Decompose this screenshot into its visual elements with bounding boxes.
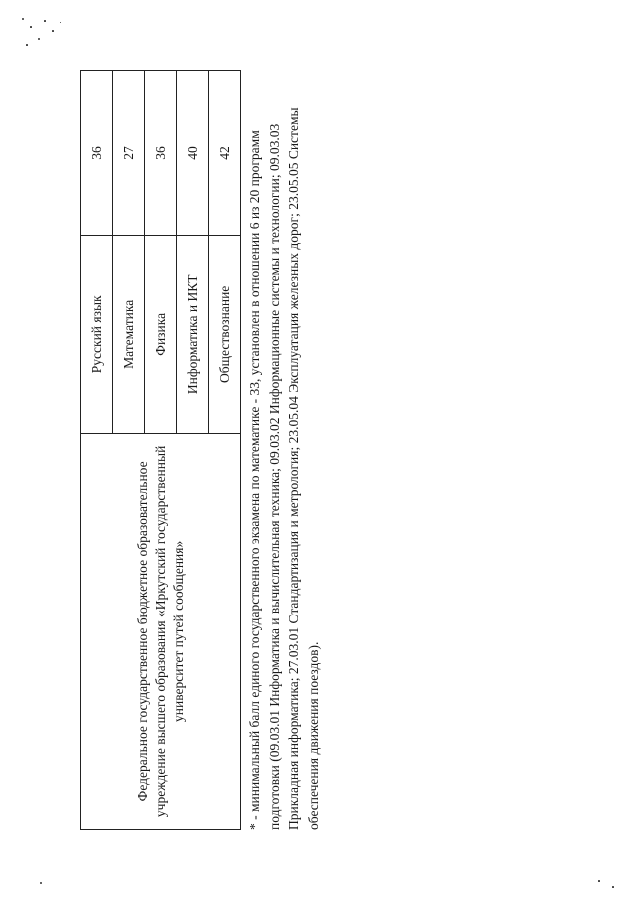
scan-speck: [40, 882, 42, 884]
scan-speck: [598, 880, 600, 882]
scan-speck: [22, 18, 24, 20]
score-cell: 36: [145, 71, 177, 236]
scan-speck: [52, 30, 54, 32]
subject-cell: Математика: [113, 235, 145, 433]
table-row: [81, 71, 113, 830]
subject-cell: Обществознание: [209, 235, 241, 433]
min-scores-table: [80, 70, 241, 830]
score-cell: 42: [209, 71, 241, 236]
score-cell: 27: [113, 71, 145, 236]
scan-speck: [612, 886, 614, 888]
score-cell: 36: [81, 71, 113, 236]
subject-cell: Физика: [145, 235, 177, 433]
score-cell: 40: [177, 71, 209, 236]
scan-speck: [38, 38, 40, 40]
institution-name-cell: Федеральное государственное бюджетное образовательное учреждение высшего образования «Иркутский государственный университет путей сообщения»: [81, 433, 241, 829]
subject-cell: Информатика и ИКТ: [177, 235, 209, 433]
scan-speck: [44, 20, 46, 22]
subject-cell: Русский язык: [81, 235, 113, 433]
footnote-text: * - минимальный балл единого государственного экзамена по математике - 33, установлен в отношении 6 из 20 программ подготовки (09.03.01 Информатика и вычислительная техника; 09.03.02 Информационные системы и технологии; 09.03.03 Прикладная информатика; 27.03.01 Стандартизация и метрология; 23.05.04 Эксплуатация железных дорог; 23.05.05 Системы обеспечения движения поездов).: [247, 107, 321, 830]
scan-speck: [26, 44, 28, 46]
scan-speck: [30, 26, 32, 28]
rotated-page-content: [20, 25, 620, 855]
scan-speck: [60, 22, 61, 23]
